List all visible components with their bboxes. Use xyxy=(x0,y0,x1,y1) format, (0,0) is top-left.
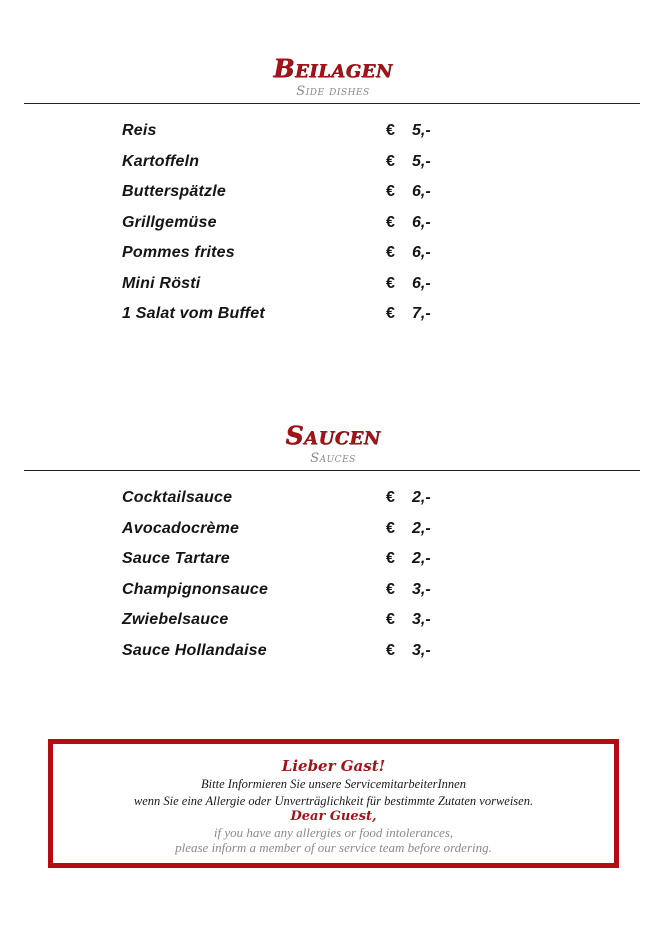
item-price: 7,- xyxy=(412,305,431,322)
item-currency: € xyxy=(386,244,395,261)
notice-heading-en: Dear Guest, xyxy=(290,809,377,824)
menu-item xyxy=(0,153,660,175)
beilagen-divider xyxy=(24,103,640,104)
menu-item xyxy=(0,214,660,236)
item-name: Grillgemüse xyxy=(122,213,217,231)
beilagen-title: Beilagen xyxy=(273,54,393,83)
menu-item xyxy=(0,581,660,603)
item-name: Mini Rösti xyxy=(122,274,201,292)
menu-item xyxy=(0,305,660,327)
item-currency: € xyxy=(386,274,395,292)
item-name: Pommes frites xyxy=(122,244,235,261)
notice-line1-de: Bitte Informieren Sie unsere ServicemitarbeiterInnen xyxy=(201,777,466,791)
item-currency: € xyxy=(386,550,395,567)
item-currency: € xyxy=(386,305,395,322)
item-price: 6,- xyxy=(412,213,431,231)
item-name: Cocktailsauce xyxy=(122,489,233,506)
beilagen-subtitle: Side dishes xyxy=(296,84,370,99)
notice-line2-en: please inform a member of our service team before ordering. xyxy=(175,840,492,855)
item-price: 3,- xyxy=(412,611,431,628)
menu-item xyxy=(0,275,660,297)
notice-line2-de: wenn Sie eine Allergie oder Unverträglichkeit für bestimmte Zutaten vorweisen. xyxy=(133,794,534,808)
item-price: 3,- xyxy=(412,580,431,598)
item-currency: € xyxy=(386,641,395,659)
item-currency: € xyxy=(386,122,395,139)
item-currency: € xyxy=(386,152,395,170)
menu-item xyxy=(0,550,660,572)
item-name: Kartoffeln xyxy=(122,152,200,170)
item-price: 6,- xyxy=(412,274,431,292)
item-price: 2,- xyxy=(412,489,431,506)
menu-item xyxy=(0,611,660,633)
saucen-subtitle: Sauces xyxy=(310,451,356,466)
notice-heading-de: Lieber Gast! xyxy=(281,757,386,775)
item-currency: € xyxy=(386,580,395,598)
item-name: Zwiebelsauce xyxy=(122,611,229,628)
item-name: Sauce Hollandaise xyxy=(122,641,267,659)
item-name: Avocadocrème xyxy=(122,519,240,537)
item-currency: € xyxy=(386,489,395,506)
item-name: Reis xyxy=(122,122,157,139)
menu-item xyxy=(0,489,660,511)
item-name: Champignonsauce xyxy=(122,580,269,598)
item-currency: € xyxy=(386,519,395,537)
menu-item xyxy=(0,642,660,664)
item-price: 3,- xyxy=(412,641,431,659)
item-price: 5,- xyxy=(412,122,431,139)
menu-item xyxy=(0,244,660,266)
menu-item xyxy=(0,520,660,542)
item-price: 6,- xyxy=(412,183,431,200)
allergy-notice-box xyxy=(48,739,619,868)
item-price: 2,- xyxy=(412,519,431,537)
item-price: 2,- xyxy=(412,550,431,567)
saucen-title: Saucen xyxy=(285,421,381,450)
item-currency: € xyxy=(386,611,395,628)
item-currency: € xyxy=(386,213,395,231)
item-name: Butterspätzle xyxy=(122,183,226,200)
item-name: 1 Salat vom Buffet xyxy=(122,305,265,322)
menu-item xyxy=(0,122,660,144)
item-price: 5,- xyxy=(412,152,431,170)
item-name: Sauce Tartare xyxy=(122,550,230,567)
notice-line1-en: if you have any allergies or food intolerances, xyxy=(213,825,454,840)
saucen-divider xyxy=(24,470,640,471)
item-currency: € xyxy=(386,183,395,200)
item-price: 6,- xyxy=(412,244,431,261)
menu-item xyxy=(0,183,660,205)
